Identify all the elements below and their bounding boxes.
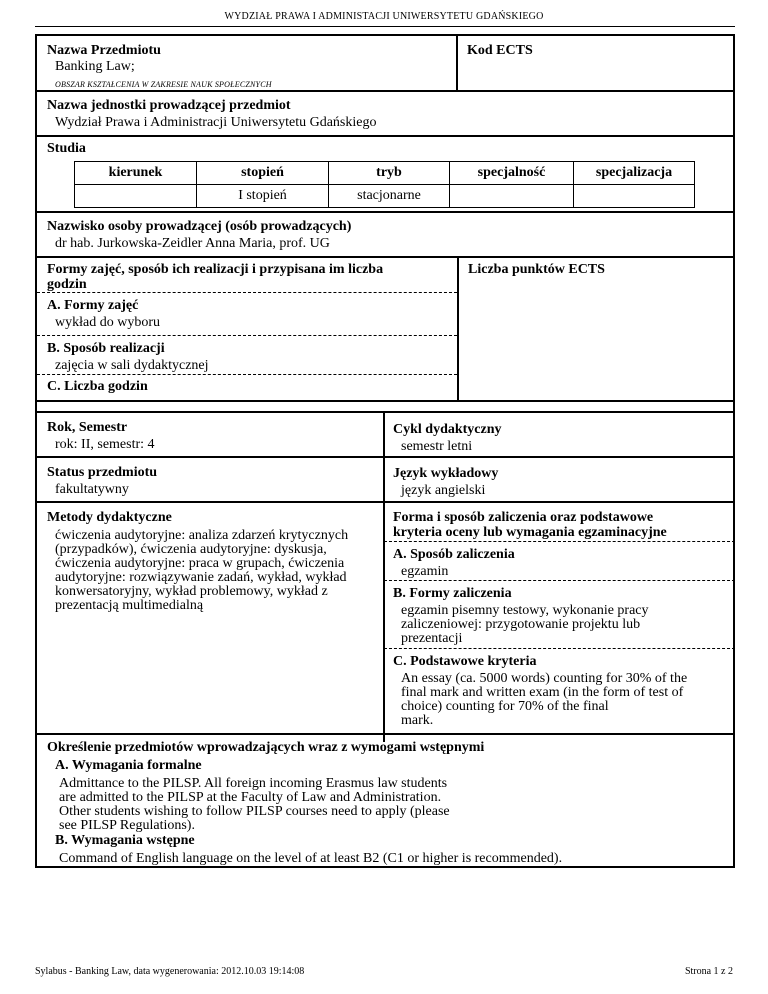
forms-a-value: wykład do wyboru [55, 315, 160, 330]
assessment-b-line: zaliczeniowej: przygotowanie projektu lub [401, 617, 641, 632]
lecturer-label: Nazwisko osoby prowadzącej (osób prowadzących) [47, 219, 352, 234]
methods-line: (przypadków), ćwiczenia audytoryjne: dyskusja, [55, 542, 327, 557]
assessment-c-line: mark. [401, 713, 434, 728]
header-rule [35, 26, 735, 27]
divider [456, 36, 458, 90]
footer-left: Sylabus - Banking Law, data wygenerowania: 2012.10.03 19:14:08 [35, 966, 305, 977]
dashed-divider [384, 648, 735, 649]
studies-header-cell: stopień [197, 162, 329, 185]
methods-line: audytoryjne: rozwiązywanie zadań, wykład, wykład [55, 570, 347, 585]
assessment-a-label: A. Sposób zaliczenia [393, 547, 515, 562]
studies-value-cell: stacjonarne [329, 185, 450, 208]
language-label: Język wykładowy [393, 466, 499, 481]
studies-label: Studia [47, 141, 86, 156]
assessment-label-line2: kryteria oceny lub wymagania egzaminacyjne [393, 525, 667, 540]
status-label: Status przedmiotu [47, 465, 158, 480]
studies-value-cell [574, 185, 695, 208]
forms-b-label: B. Sposób realizacji [47, 341, 165, 356]
course-name-label: Nazwa Przedmiotu [47, 43, 161, 58]
forms-label-line2: godzin [47, 277, 87, 292]
year-value: rok: II, semestr: 4 [55, 437, 155, 452]
prerequisites-b-label: B. Wymagania wstępne [55, 833, 195, 848]
unit-value: Wydział Prawa i Administracji Uniwersytetu Gdańskiego [55, 115, 377, 130]
dashed-divider [37, 374, 457, 375]
dashed-divider [384, 580, 735, 581]
cycle-label: Cykl dydaktyczny [393, 422, 502, 437]
footer-page-number: Strona 1 z 2 [684, 966, 733, 977]
prerequisites-a-line: see PILSP Regulations). [59, 818, 195, 833]
ects-points-label: Liczba punktów ECTS [468, 262, 605, 277]
assessment-b-line: prezentacji [401, 631, 463, 646]
assessment-label-line1: Forma i sposób zaliczenia oraz podstawowe [393, 510, 654, 525]
methods-line: ćwiczenia audytoryjne: praca w grupach, ćwiczenia [55, 556, 345, 571]
forms-label-line1: Formy zajęć, sposób ich realizacji i przypisana im liczba [47, 262, 384, 277]
divider [37, 501, 733, 503]
dashed-divider [384, 541, 735, 542]
prerequisites-b-value: Command of English language on the level of at least B2 (C1 or higher is recommended). [59, 851, 563, 866]
ects-code-label: Kod ECTS [467, 43, 533, 58]
divider [37, 456, 733, 458]
cycle-value: semestr letni [401, 439, 473, 454]
prerequisites-a-label: A. Wymagania formalne [55, 758, 202, 773]
assessment-c-line: choice) counting for 70% of the final [401, 699, 609, 714]
divider [37, 90, 733, 92]
studies-value-cell [450, 185, 574, 208]
forms-a-label: A. Formy zajęć [47, 298, 139, 313]
divider [37, 733, 733, 735]
studies-header-cell: kierunek [75, 162, 197, 185]
divider [37, 256, 733, 258]
assessment-a-value: egzamin [401, 564, 449, 579]
assessment-b-label: B. Formy zaliczenia [393, 586, 512, 601]
prerequisites-label: Określenie przedmiotów wprowadzających wraz z wymogami wstępnymi [47, 740, 485, 755]
divider [37, 400, 733, 402]
lecturer-value: dr hab. Jurkowska-Zeidler Anna Maria, prof. UG [55, 236, 330, 251]
studies-value-cell: I stopień [197, 185, 329, 208]
dashed-divider [37, 335, 457, 336]
syllabus-form [35, 34, 735, 868]
studies-header-cell: specjalność [450, 162, 574, 185]
divider [457, 256, 459, 400]
language-value: język angielski [401, 483, 486, 498]
forms-c-label: C. Liczba godzin [47, 379, 148, 394]
studies-header-row [75, 162, 695, 185]
prerequisites-a-line: Other students wishing to follow PILSP courses need to apply (please [59, 804, 450, 819]
divider [37, 135, 733, 137]
forms-b-value: zajęcia w sali dydaktycznej [55, 358, 209, 373]
methods-line: konwersatoryjny, wykład problemowy, wykład z [55, 584, 328, 599]
assessment-c-line: An essay (ca. 5000 words) counting for 30% of the [401, 671, 688, 686]
divider [37, 211, 733, 213]
prerequisites-a-line: Admittance to the PILSP. All foreign incoming Erasmus law students [59, 776, 448, 791]
status-value: fakultatywny [55, 482, 129, 497]
studies-table [74, 161, 695, 208]
methods-line: ćwiczenia audytoryjne: analiza zdarzeń krytycznych [55, 528, 349, 543]
page-header: WYDZIAŁ PRAWA I ADMINISTACJI UNIWERSYTETU GDAŃSKIEGO [224, 11, 544, 22]
dashed-divider [37, 292, 457, 293]
prerequisites-a-line: are admitted to the PILSP at the Faculty of Law and Administration. [59, 790, 442, 805]
divider [383, 411, 385, 742]
methods-line: prezentacją multimedialną [55, 598, 204, 613]
year-label: Rok, Semestr [47, 420, 128, 435]
studies-value-cell [75, 185, 197, 208]
studies-header-cell: specjalizacja [574, 162, 695, 185]
course-area-note: OBSZAR KSZTAŁCENIA W ZAKRESIE NAUK SPOŁECZNYCH [55, 80, 272, 89]
studies-value-row [75, 185, 695, 208]
unit-label: Nazwa jednostki prowadzącej przedmiot [47, 98, 291, 113]
methods-label: Metody dydaktyczne [47, 510, 172, 525]
assessment-c-label: C. Podstawowe kryteria [393, 654, 537, 669]
course-name-value: Banking Law; [55, 59, 135, 74]
assessment-c-line: final mark and written exam (in the form of test of [401, 685, 684, 700]
divider [37, 411, 733, 413]
studies-header-cell: tryb [329, 162, 450, 185]
assessment-b-line: egzamin pisemny testowy, wykonanie pracy [401, 603, 649, 618]
